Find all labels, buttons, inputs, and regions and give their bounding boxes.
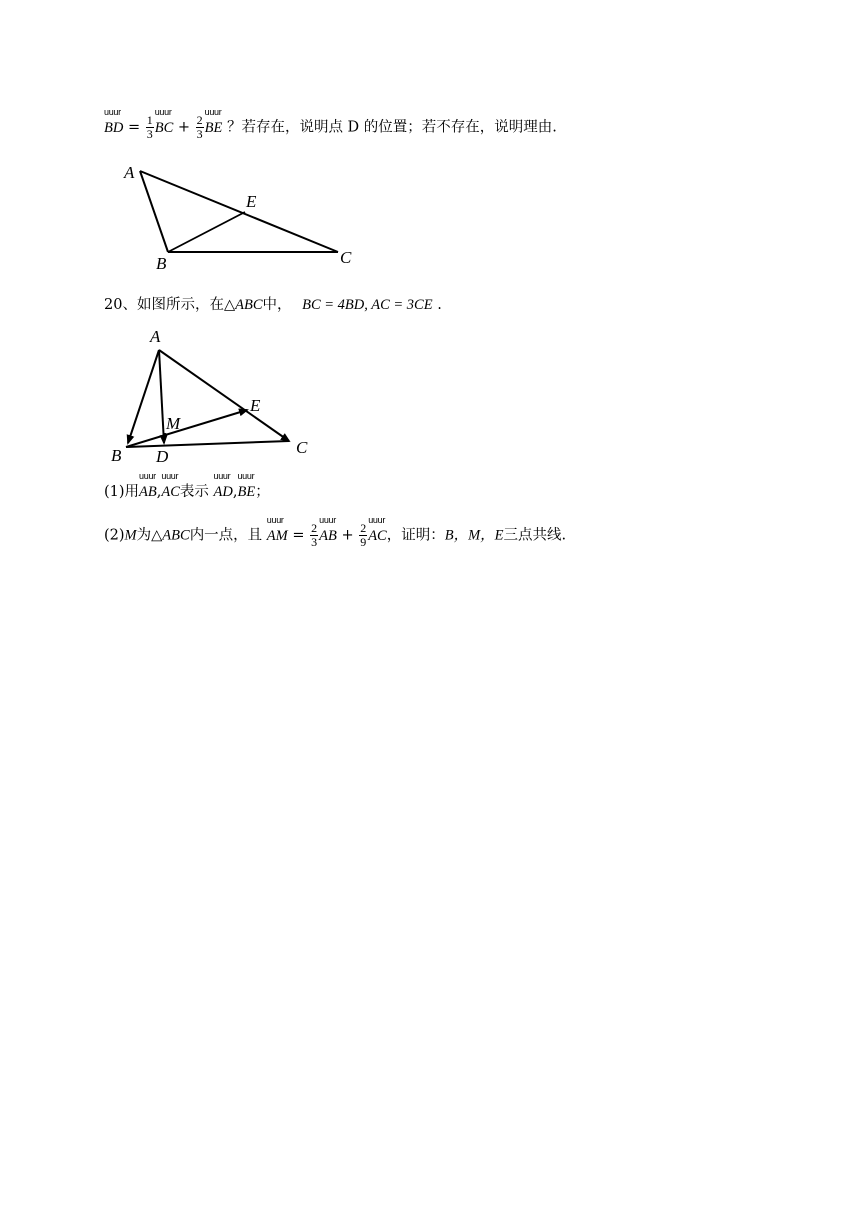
part2-text2: 内一点，且 [189,527,263,544]
vector-ab: uuur AB [139,471,157,500]
vector-ac: uuur AC [368,514,387,544]
fraction-one-third: $\frac{1}{3}$ [146,113,153,141]
part2-text4: 三点共线. [503,527,567,544]
label-a: A [124,163,135,182]
vector-arrow-mark: uuur [319,514,336,525]
fraction-two-thirds: $\frac{2}{3}$ [196,113,203,141]
triangle-symbol: △ [223,297,236,313]
label-e: E [250,396,261,415]
vector-arrow-mark: uuur [154,106,172,117]
equals-sign: = [127,119,141,136]
vector-arrow-mark: uuur [237,471,255,481]
vector-be: uuur BE [237,471,256,500]
triangle-figure-1 [110,155,370,275]
part2-text3: ，证明： [386,527,445,544]
triangle-name: ABC [235,297,263,313]
q20-stem [104,296,442,314]
vector-be: uuur BE [204,106,223,136]
label-c: C [296,438,308,457]
fraction-two-thirds: $\frac{2}{3}$ [311,521,318,549]
label-d: D [156,447,169,466]
vector-arrow-mark: uuur [368,514,386,525]
triangle-symbol: △ [151,527,163,544]
triangle-figure-2 [104,322,324,472]
equals-sign: = [292,527,305,544]
part1-middle: 表示 [179,484,209,500]
q20-part-1 [104,471,270,501]
label-c: C [340,248,352,267]
segment-bc [126,441,289,447]
fraction-two-ninths: $\frac{2}{9}$ [360,521,367,549]
vector-be-arrow [126,410,247,447]
segment-ac [140,171,338,252]
vector-arrow-mark: uuur [161,471,179,481]
vector-arrow-mark: uuur [213,471,231,481]
label-m: M [166,414,181,433]
vector-arrow-mark: uuur [266,514,284,525]
label-e: E [246,192,257,211]
comma: , [156,484,162,500]
q20-part-2 [104,514,567,549]
vector-arrow-mark: uuur [139,471,156,481]
q19-question-text: ？若存在，说明点 D 的位置；若不存在，说明理由. [226,119,557,136]
vector-ac: uuur AC [161,471,180,500]
q19-condition-line [104,106,557,141]
part2-text1: 为 [136,527,152,544]
q20-period: . [437,297,442,313]
q20-number: 20、如图所示，在 [104,297,224,313]
point-m-name: M [124,527,137,544]
part1-suffix: ； [255,484,270,500]
vector-bd: uuur BD [104,106,124,136]
vector-ab: uuur AB [319,514,337,544]
plus-sign: + [341,527,354,544]
label-b: B [156,254,167,273]
vector-bc: uuur BC [154,106,174,136]
label-b: B [111,446,122,465]
part1-prefix: (1)用 [104,484,140,500]
point-m [163,433,167,437]
vector-ab-arrow [128,350,159,443]
q20-in: 中， [262,297,292,313]
segment-ab [140,171,168,252]
collinear-points: B，M，E [444,527,504,544]
vector-arrow-mark: uuur [104,106,121,117]
vector-ad-arrow [159,350,164,443]
plus-sign: + [177,119,191,136]
label-a: A [150,327,161,346]
vector-am: uuur AM [266,514,288,544]
q20-condition: BC = 4BD, AC = 3CE [302,297,433,313]
part2-prefix: (2) [104,527,125,544]
comma: , [232,484,238,500]
vector-arrow-mark: uuur [204,106,222,117]
vector-ad: uuur AD [213,471,233,500]
triangle-name: ABC [162,527,190,544]
segment-be [168,212,245,252]
